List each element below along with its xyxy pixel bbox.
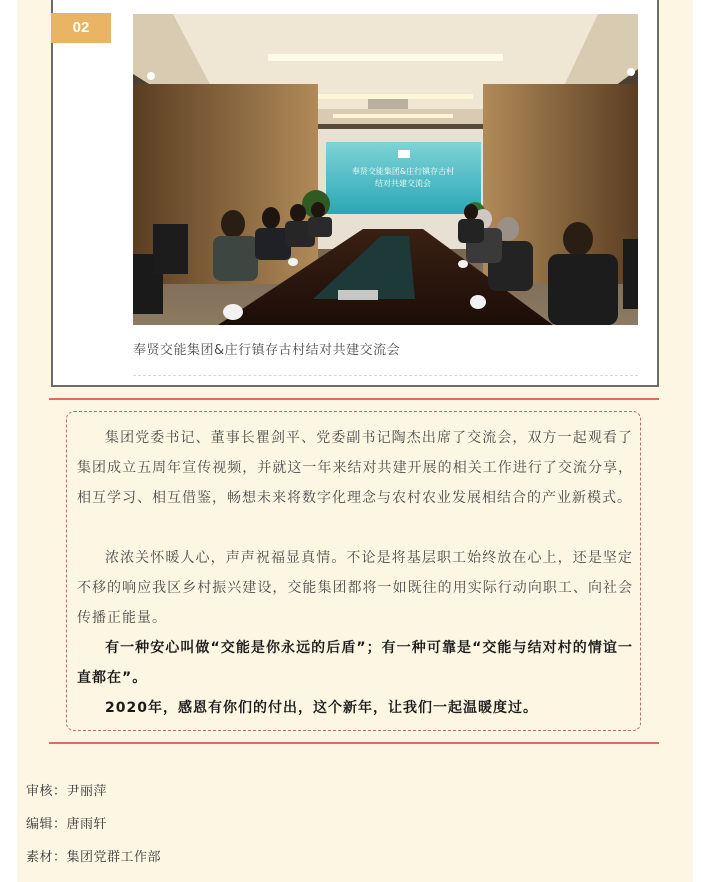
screen-text-line1: 奉贤交能集团&庄行镇存古村 xyxy=(351,167,455,176)
credit-source: 素材：集团党群工作部 xyxy=(26,850,162,865)
meeting-photo xyxy=(133,14,638,325)
body-paragraph-3: 有一种安心叫做“交能是你永远的后盾”；有一种可靠是“交能与结对村的情谊一直都在”。 xyxy=(77,640,633,686)
photo-caption: 奉贤交能集团&庄行镇存古村结对共建交流会 xyxy=(133,343,401,358)
bottom-red-divider xyxy=(49,742,659,744)
screen-text-line2: 结对共建交流会 xyxy=(375,179,431,188)
body-paragraph-1: 集团党委书记、董事长瞿剑平、党委副书记陶杰出席了交流会，双方一起观看了集团成立五周年宣传视频，并就这一年来结对共建开展的相关工作进行了交流分享，相互学习、相互借鉴，畅想未来将数字化理念与农村农业发展相结合的产业新模式。 xyxy=(77,430,633,506)
top-red-divider xyxy=(49,398,659,400)
body-paragraph-2: 浓浓关怀暖人心，声声祝福显真情。不论是将基层职工始终放在心上，还是坚定不移的响应我区乡村振兴建设，交能集团都将一如既往的用实际行动向职工、向社会传播正能量。 xyxy=(77,550,633,626)
section-number-badge: 02 xyxy=(51,13,111,43)
caption-divider xyxy=(133,375,638,376)
credit-editor: 编辑：唐雨轩 xyxy=(26,817,108,832)
credit-reviewer: 审核：尹丽萍 xyxy=(26,784,108,799)
body-paragraph-4: 2020年，感恩有你们的付出，这个新年，让我们一起温暖度过。 xyxy=(105,700,538,716)
